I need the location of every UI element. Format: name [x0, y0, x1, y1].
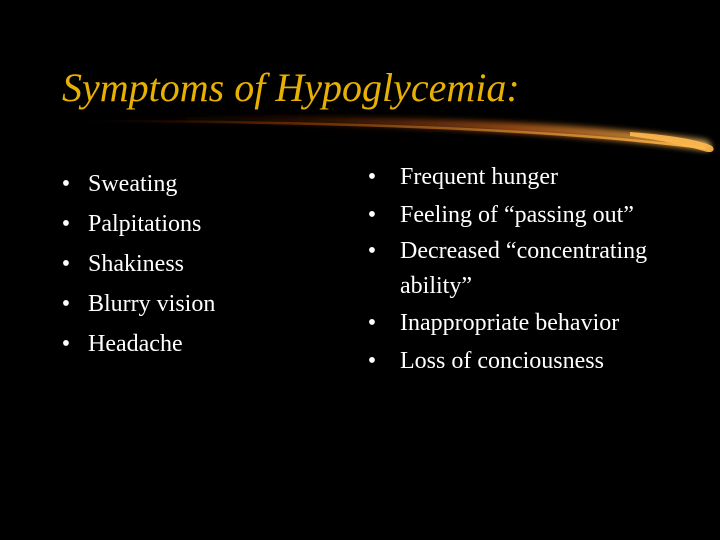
list-item-text: Loss of conciousness	[400, 348, 604, 374]
list-item-text: Shakiness	[88, 251, 184, 277]
bullet-icon: •	[367, 164, 377, 190]
list-item-text: Palpitations	[88, 211, 202, 237]
list-item-text: Headache	[88, 331, 183, 357]
bullet-icon: •	[367, 348, 377, 374]
list-item-text: Decreased “concentrating ability”	[400, 238, 648, 299]
list-item	[56, 244, 306, 284]
list-item	[354, 158, 694, 196]
right-bullet-list	[354, 158, 694, 380]
list-item-text: Blurry vision	[88, 291, 216, 317]
slide-title: Symptoms of Hypoglycemia:	[62, 65, 520, 110]
list-item-text: Feeling of “passing out”	[400, 202, 634, 228]
bullet-icon: •	[61, 211, 71, 237]
list-item-text: Frequent hunger	[400, 164, 558, 190]
bullet-icon: •	[367, 310, 377, 336]
list-item	[56, 324, 306, 364]
list-item	[56, 284, 306, 324]
list-item	[354, 196, 694, 234]
bullet-icon: •	[61, 291, 71, 317]
list-item	[354, 304, 694, 342]
bullet-icon: •	[61, 251, 71, 277]
list-item	[56, 164, 306, 204]
list-item-text: Sweating	[88, 171, 178, 197]
list-item	[56, 204, 306, 244]
bullet-icon: •	[367, 202, 377, 228]
list-item	[354, 342, 694, 380]
list-item-text: Inappropriate behavior	[400, 310, 620, 336]
bullet-icon: •	[61, 331, 71, 357]
list-item	[354, 234, 694, 304]
bullet-icon: •	[61, 171, 71, 197]
left-bullet-list	[56, 164, 306, 364]
bullet-icon: •	[367, 238, 377, 264]
